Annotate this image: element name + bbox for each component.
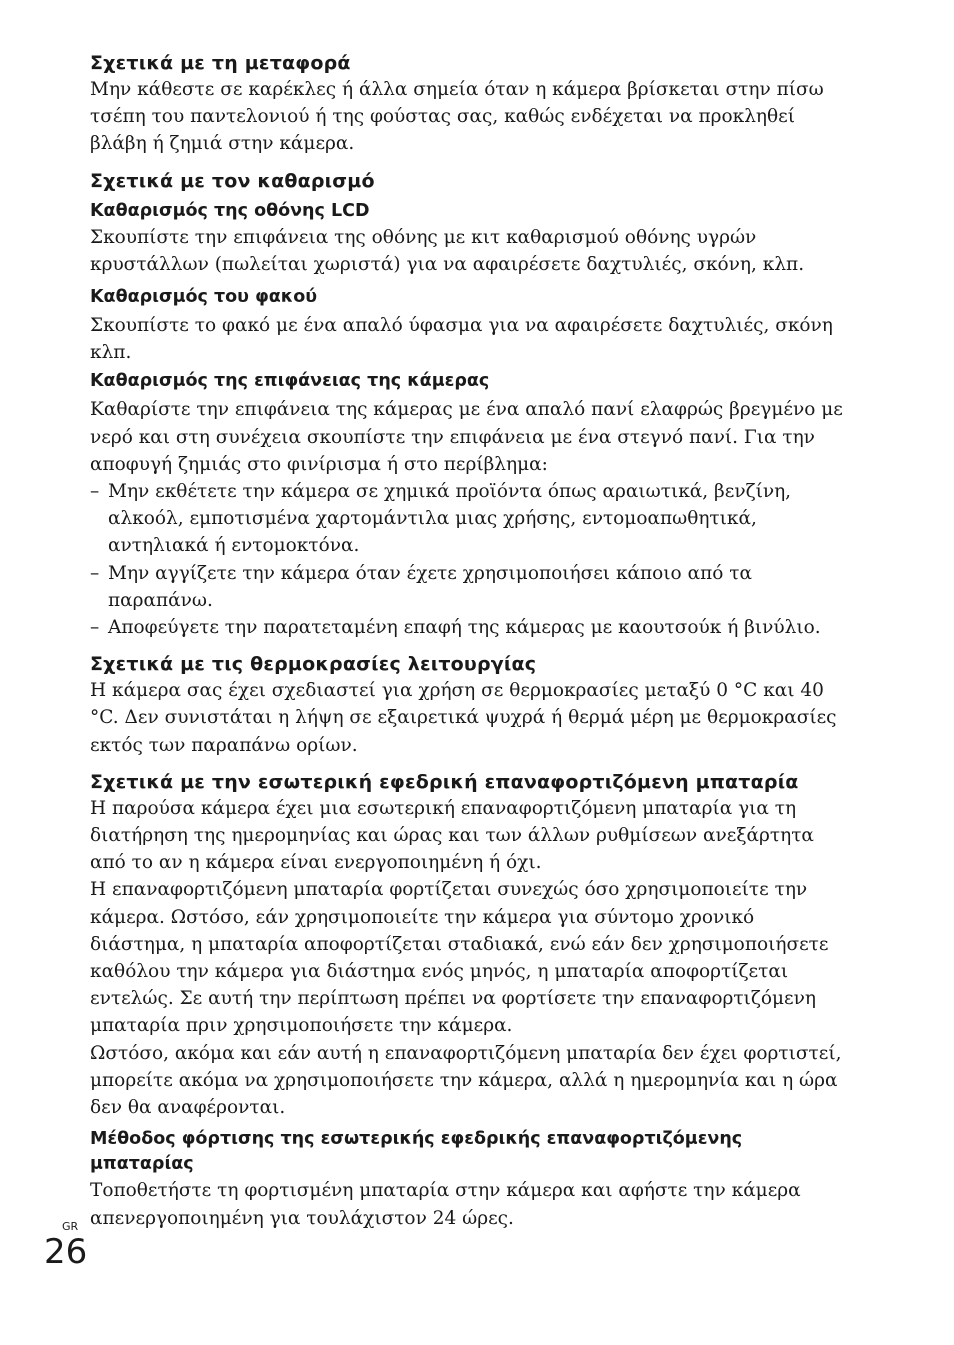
heading-lens-cleaning: Καθαρισμός του φακού xyxy=(90,287,318,308)
temperature-text: Η κάμερα σας έχει σχεδιαστεί για χρήση σε θερμοκρασίες μεταξύ 0 °C και 40 °C. Δεν συνιστάται η λήψη σε εξαιρετικά ψυχρά ή θερμά μέρη με θερμοκρασίες εκτός των παραπάνω ορίων. xyxy=(90,680,837,756)
transport-text: Μην κάθεστε σε καρέκλες ή άλλα σημεία όταν η κάμερα βρίσκεται στην πίσω τσέπη του παντελονιού ή της φούστας σας, καθώς ενδέχεται να προκληθεί βλάβη ή ζημιά στην κάμερα. xyxy=(90,79,824,155)
list-item: – Μην αγγίζετε την κάμερα όταν έχετε χρησιμοποιήσει κάποιο από τα παραπάνω. xyxy=(90,560,850,614)
heading-backup-battery: Σχετικά με την εσωτερική εφεδρική επαναφορτιζόμενη μπαταρία xyxy=(90,770,799,793)
heading-cleaning: Σχετικά με τον καθαρισμό xyxy=(90,169,375,192)
lens-cleaning-text: Σκουπίστε το φακό με ένα απαλό ύφασμα για να αφαιρέσετε δαχτυλιές, σκόνη κλπ. xyxy=(90,315,833,364)
battery-text-2: Η επαναφορτιζόμενη μπαταρία φορτίζεται συνεχώς όσο χρησιμοποιείτε την κάμερα. Ωστόσο, εάν χρησιμοποιείτε την κάμερα για σύντομο χρονικό διάστημα, η μπαταρία αποφορτίζεται σταδιακά, ενώ εάν δεν χρησιμοποιήσετε καθόλου την κάμερα για διάστημα ενός μηνός, η μπαταρία αποφορτίζεται εντελώς. Σε αυτή την περίπτωση πρέπει να φορτίσετε την επαναφορτιζόμενη μπαταρία πριν χρησιμοποιήσετε την κάμερα. xyxy=(90,879,829,1037)
list-item: – Αποφεύγετε την παρατεταμένη επαφή της κάμερας με καουτσούκ ή βινύλιο. xyxy=(90,614,850,641)
heading-transport: Σχετικά με τη μεταφορά xyxy=(90,52,351,74)
heading-battery-charging: Μέθοδος φόρτισης της εσωτερικής εφεδρικής επαναφορτιζόμενης μπαταρίας xyxy=(90,1129,743,1175)
battery-text-3: Ωστόσο, ακόμα και εάν αυτή η επαναφορτιζόμενη μπαταρία δεν έχει φορτιστεί, μπορείτε ακόμα να χρησιμοποιήσετε την κάμερα, αλλά η ημερομηνία και η ώρα δεν θα αναφέρονται. xyxy=(90,1042,842,1119)
lcd-cleaning-text: Σκουπίστε την επιφάνεια της οθόνης με κιτ καθαρισμού οθόνης υγρών κρυστάλλων (πωλείται χωριστά) για να αφαιρέσετε δαχτυλιές, σκόνη, κλπ. xyxy=(90,226,805,275)
surface-cleaning-text: Καθαρίστε την επιφάνεια της κάμερας με ένα απαλό πανί ελαφρώς βρεγμένο με νερό και στη συνέχεια σκουπίστε την επιφάνεια με ένα στεγνό πανί. Για την αποφυγή ζημιάς στο φινίρισμα ή στο περίβλημα: xyxy=(90,399,843,475)
heading-surface-cleaning: Καθαρισμός της επιφάνειας της κάμερας xyxy=(90,371,490,392)
battery-charging-text: Τοποθετήστε τη φορτισμένη μπαταρία στην κάμερα και αφήστε την κάμερα απενεργοποιημένη για τουλάχιστον 24 ώρες. xyxy=(90,1180,801,1229)
page-number: 26 xyxy=(44,1232,88,1272)
page-content xyxy=(90,50,850,1232)
heading-temperature: Σχετικά με τις θερμοκρασίες λειτουργίας xyxy=(90,653,537,676)
surface-cleaning-list xyxy=(90,478,850,641)
list-item: – Μην εκθέτετε την κάμερα σε χημικά προϊόντα όπως αραιωτικά, βενζίνη, αλκοόλ, εμποτισμένα χαρτομάντιλα μιας χρήσης, εντομοαπωθητικά, αντηλιακά ή εντομοκτόνα. xyxy=(90,478,850,560)
heading-lcd-cleaning: Καθαρισμός της οθόνης LCD xyxy=(90,200,370,221)
language-code: GR xyxy=(62,1220,79,1233)
battery-text-1: Η παρούσα κάμερα έχει μια εσωτερική επαναφορτιζόμενη μπαταρία για τη διατήρηση της ημερομηνίας και ώρας και των άλλων ρυθμίσεων ανεξάρτητα από το αν η κάμερα είναι ενεργοποιημένη ή όχι. xyxy=(90,797,814,874)
